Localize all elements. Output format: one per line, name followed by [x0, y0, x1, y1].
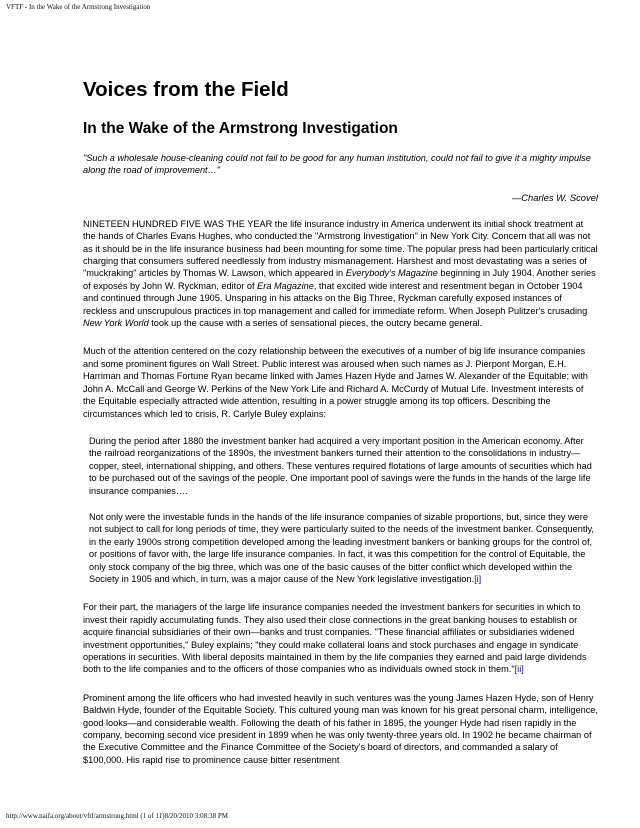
newspaper-name: New York World — [83, 318, 149, 329]
epigraph-author: —Charles W. Scovel — [511, 191, 598, 203]
browser-footer: http://www.naifa.org/about/vftf/armstrong.html (1 of 11)8/20/2010 3:08:38 PM — [6, 812, 228, 820]
epigraph-quote: "Such a wholesale house-cleaning could not fail to be good for any human institution, could not fail to give it a mighty impulse along the road of improvement…" — [83, 153, 591, 176]
paragraph-1 — [83, 218, 598, 330]
paragraph-1-text-a: the life insurance industry in America underwent its initial shock treatment at the hands of Charles Evans Hughes, who conducted the "Armstrong Investigation" in New York City. Concern that all was not as it should be in the life insurance business had been mounting for some time. The popular press had been particularly critical charging that consumers suffered needlessly from industry mismanagement. Harshest and most devastating was a series of "muckraking" articles by Thomas W. Lawson, which appeared in — [83, 218, 598, 279]
footnote-link-i[interactable]: [i] — [474, 573, 482, 584]
block-quote-paragraph-1: During the period after 1880 the investment banker had acquired a very important position in the American economy. After the railroad reorganizations of the 1890s, the investment bankers turned their attention to the consolidations in industry—copper, steel, international shipping, and others. These ventures required flotations of large amounts of securities which had to be purchased out of the savings of the people. One important pool of savings were the funds in the hands of the large life insurance companies…. — [89, 435, 592, 496]
block-quote — [83, 435, 598, 585]
page-subtitle: In the Wake of the Armstrong Investigation — [83, 120, 398, 137]
article — [83, 60, 598, 766]
block-quote-text: Not only were the investable funds in the hands of the life insurance companies of sizable proportions, but, since they were not subject to call for long periods of time, they were particularly suited to the needs of the investment banker. Consequently, in the early 1900s strong competition developed among the leading investment bankers or banking groups for the control of, or positions of favor with, the large life insurance companies. In fact, it was this competition for the control of Equitable, the only stock company of the big three, which was one of the basic causes of the bitter conflict which developed within the Society in 1905 and which, in turn, was a major cause of the New York legislative investigation. — [89, 511, 594, 584]
paragraph-1-text-c: , that excited wide interest and resentment began in October 1904 and continued through June 1905. Unsparing in his attacks on the Big Three, Ryckman carefully exposed instances of reckless and unscrupulous practices in top management and called for immediate reform. When Joseph Pulitzer's crusading — [83, 280, 588, 316]
page-title: Voices from the Field — [83, 78, 289, 101]
magazine-name: Everybody's Magazine — [345, 268, 438, 279]
paragraph-1-text-b: beginning in July 1904. Another series of exposés by John W. Ryckman, editor of — [83, 268, 596, 291]
paragraph-4: Prominent among the life officers who had invested heavily in such ventures was the young James Hazen Hyde, son of Henry Baldwin Hyde, founder of the Equitable Society. This cultured young man was known for his great personal charm, intelligence, good looks—and considerable wealth. Following the death of his father in 1895, the younger Hyde had risen rapidly in the company, becoming second vice president in 1899 when he was only twenty-three years old. In 1902 he became chairman of the Executive Committee and the Finance Committee of the Society's board of directors, and commanded a salary of $100,000. His rapid rise to prominence cause bitter resentment — [83, 692, 598, 765]
paragraph-1-text-d: took up the cause with a series of sensational pieces, the outcry became general. — [148, 318, 483, 329]
block-quote-paragraph-2 — [89, 511, 598, 585]
paragraph-3-text: For their part, the managers of the large life insurance companies needed the investment bankers for securities in which to invest their rapidly accumulating funds. They also used their close connections in the great banking houses to establish or acquire financial subsidiaries of their own—banks and trust companies. "These financial affiliates or subsidiaries widened investment opportunities," Buley explains; "they could make collateral loans and stock purchases and engage in syndicate operations in securities. With liberal deposits maintained in them by the life companies they earned and paid large dividends both to the life companies and to the officers of those companies who as individuals owned stock in them." — [83, 602, 587, 675]
footnote-link-ii[interactable]: [ii] — [514, 664, 524, 675]
paragraph-1-lead: NINETEEN HUNDRED FIVE WAS THE YEAR — [83, 218, 273, 229]
magazine-name: Era Magazine — [257, 280, 314, 291]
browser-header: VFTF - In the Wake of the Armstrong Investigation — [6, 3, 151, 11]
paragraph-2: Much of the attention centered on the cozy relationship between the executives of a number of big life insurance companies and some prominent figures on Wall Street. Public interest was aroused when such names as J. Pierpont Morgan, E.H. Harriman and Thomas Fortune Ryan became linked with James Hazen Hyde and James W. Alexander of the Equitable; with John A. McCall and George W. Perkins of the New York Life and Richard A. McCurdy of Mutual Life. Investment interests of the Equitable especially attracted wide attention, resulting in a power struggle among its top officers. Describing the circumstances which led to crisis, R. Carlyle Buley explains: — [83, 346, 588, 419]
paragraph-3 — [83, 601, 598, 675]
